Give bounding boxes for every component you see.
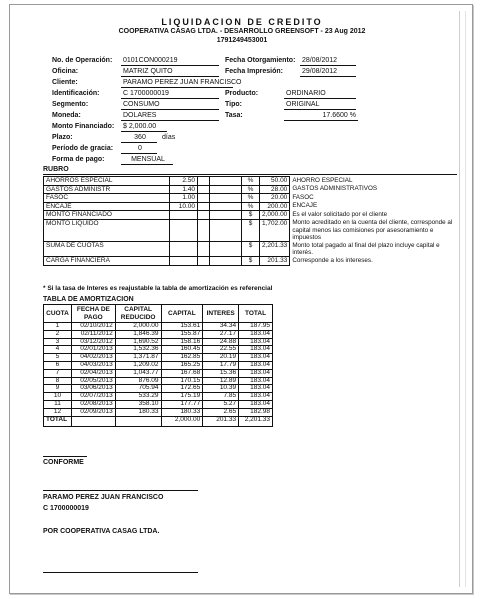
rubro-name: CARGA FINANCIERA (44, 257, 170, 266)
rubro-pct: 10.00 (170, 202, 198, 211)
amort-cell: 1 (44, 323, 72, 331)
rubro-name: ENCAJE (44, 202, 170, 211)
rubro-spacer (210, 194, 242, 203)
rubro-note: * Si la tasa de Interes es reajustable la tabla de amortización es referencial (43, 285, 273, 292)
periodo-gracia-value: 0 (121, 145, 157, 154)
rubro-desc: Corresponde a los intereses. (292, 256, 373, 264)
amort-cell: 02/11/2012 (71, 330, 115, 338)
rubro-name: SUMA DE CUOTAS (44, 242, 170, 257)
identificacion-label: Identificación: (52, 90, 100, 97)
document-title: LIQUIDACION DE CREDITO (161, 17, 323, 27)
rubro-row (44, 177, 457, 186)
amort-cell: 02/04/2013 (71, 369, 115, 377)
producto-value: ORDINARIO (284, 90, 356, 99)
amort-cell: 183.04 (239, 354, 273, 362)
rubro-spacer (210, 211, 242, 220)
client-signature-line (43, 490, 198, 491)
fecha-impresion-value: 29/08/2012 (300, 68, 356, 77)
amort-cell: 183.04 (239, 330, 273, 338)
rubro-desc: ENCAJE (292, 202, 318, 209)
rubro-spacer (210, 185, 242, 194)
moneda-value: DOLARES (121, 112, 219, 121)
rubro-amount: 2,201.33 (260, 242, 290, 257)
rubro-spacer (210, 242, 242, 257)
amort-cell: 187.95 (239, 323, 273, 331)
amort-cell: 6 (44, 361, 72, 369)
amort-total-row (44, 416, 273, 426)
segmento-value: CONSUMO (121, 101, 219, 110)
rubro-amount: 50.00 (260, 177, 290, 186)
producto-label: Producto: (225, 90, 259, 97)
rubro-sign: $ (242, 242, 260, 257)
amort-cell: 158.16 (161, 338, 203, 346)
amort-total-capital: 2,000.00 (161, 416, 203, 426)
plazo-label: Plazo: (52, 134, 73, 141)
rubro-pct: 1.00 (170, 194, 198, 203)
tipo-label: Tipo: (225, 101, 242, 108)
amort-cell: 182.98 (239, 408, 273, 416)
rubro-spacer (210, 219, 242, 242)
amort-cell: 5.27 (203, 400, 239, 408)
amort-total-interes: 201.33 (203, 416, 239, 426)
forma-pago-label: Forma de pago: (52, 156, 105, 163)
amort-cell: 02/08/2013 (71, 400, 115, 408)
forma-pago-value: MENSUAL (121, 156, 173, 165)
amort-cell: 183.04 (239, 346, 273, 354)
rubro-name: MONTO LIQUIDO (44, 219, 170, 242)
amort-cell: 3 (44, 338, 72, 346)
amort-cell: 04/03/2013 (71, 361, 115, 369)
amort-header-cell: CAPITAL REDUCIDO (115, 305, 161, 323)
amort-cell: 2,000.00 (115, 323, 161, 331)
rubro-pct (170, 242, 198, 257)
segmento-label: Segmento: (52, 101, 89, 108)
amort-cell: 04/02/2013 (71, 354, 115, 362)
rubro-row (44, 242, 457, 257)
amort-cell: 15.36 (203, 369, 239, 377)
amort-cell: 7 (44, 369, 72, 377)
amort-cell: 183.04 (239, 361, 273, 369)
rubro-row (44, 211, 457, 220)
rubro-sign: $ (242, 211, 260, 220)
oficina-value: MATRIZ QUITO (121, 68, 219, 77)
rubro-sign: $ (242, 257, 260, 266)
amort-cell: 160.45 (161, 346, 203, 354)
amort-cell: 1,371.87 (115, 354, 161, 362)
coop-signature-line (43, 572, 198, 573)
rubro-spacer (210, 257, 242, 266)
periodo-gracia-label: Período de gracia: (52, 145, 114, 152)
amort-cell: 876.09 (115, 377, 161, 385)
oficina-label: Oficina: (52, 68, 79, 75)
amort-cell: 17.79 (203, 361, 239, 369)
amort-cell: 22.55 (203, 346, 239, 354)
moneda-label: Moneda: (52, 112, 81, 119)
amort-cell: 02/10/2012 (71, 323, 115, 331)
coop-signature-label: POR COOPERATIVA CASAG LTDA. (43, 528, 160, 535)
amort-row (44, 408, 273, 416)
no-operacion-value: 0101CON000219 (121, 57, 219, 66)
amort-cell: 12.89 (203, 377, 239, 385)
amort-cell: 705.94 (115, 385, 161, 393)
amort-cell: 2 (44, 330, 72, 338)
amort-cell: 172.65 (161, 385, 203, 393)
client-signature-id: C 1700000019 (43, 505, 89, 512)
rubro-amount: 201.33 (260, 257, 290, 266)
tasa-value: 17.6600 % (284, 112, 358, 121)
rubro-sign: % (242, 177, 260, 186)
amort-header-cell: INTERES (203, 305, 239, 323)
amort-cell: 153.61 (161, 323, 203, 331)
amort-cell: 183.04 (239, 377, 273, 385)
rubro-amount: 20.00 (260, 194, 290, 203)
amort-header-cell: CUOTA (44, 305, 72, 323)
rubro-name: AHORROS ESPECIAL (44, 177, 170, 186)
fecha-impresion-label: Fecha Impresión: (225, 68, 283, 75)
amort-cell: 183.04 (239, 338, 273, 346)
rubro-sign: % (242, 202, 260, 211)
rubro-pct (170, 257, 198, 266)
amort-cell: 02/01/2013 (71, 346, 115, 354)
rubro-spacer (198, 202, 210, 211)
amort-total-total: 2,201.33 (239, 416, 273, 426)
amort-cell: 12 (44, 408, 72, 416)
rubro-name: FASOC (44, 194, 170, 203)
conforme-label: CONFORME (43, 459, 84, 466)
amort-cell: 02/07/2013 (71, 393, 115, 401)
amort-title: TABLA DE AMORTIZACION (43, 296, 134, 303)
rubro-row (44, 219, 457, 242)
rubro-sign: $ (242, 219, 260, 242)
amort-cell: 180.33 (115, 408, 161, 416)
amort-header-cell: CAPITAL (161, 305, 203, 323)
rubro-spacer (198, 242, 210, 257)
rubro-desc: GASTOS ADMINISTRATIVOS (292, 185, 378, 192)
rubro-name: GASTOS ADMINISTR (44, 185, 170, 194)
monto-financiado-value: $ 2,000.00 (121, 123, 167, 132)
rubro-name: MONTO FINANCIADO (44, 211, 170, 220)
amort-cell: 155.87 (161, 330, 203, 338)
amort-total-label: TOTAL (44, 416, 72, 426)
amort-cell: 358.10 (115, 400, 161, 408)
amort-cell: 1,043.77 (115, 369, 161, 377)
rubro-pct (170, 211, 198, 220)
rubro-spacer (198, 194, 210, 203)
rubro-spacer (198, 257, 210, 266)
cliente-label: Cliente: (52, 79, 78, 86)
rubro-spacer (198, 185, 210, 194)
amort-cell: 8 (44, 377, 72, 385)
amort-cell: 162.85 (161, 354, 203, 362)
amort-cell: 175.19 (161, 393, 203, 401)
amort-cell: 24.88 (203, 338, 239, 346)
amort-cell: 183.04 (239, 400, 273, 408)
rubro-desc: Es el valor solicitado por el cliente (292, 210, 388, 218)
rubro-desc: Monto acreditado en la cuenta del cliente, corresponde al capital menos las comisiones por asesoramiento e impuestos (292, 219, 453, 241)
amort-cell: 183.04 (239, 369, 273, 377)
amort-cell: 10 (44, 393, 72, 401)
tipo-value: ORIGINAL (284, 101, 356, 110)
rubro-spacer (210, 202, 242, 211)
fecha-otorgamiento-label: Fecha Otorgamiento: (225, 57, 296, 64)
rubro-pct (170, 219, 198, 242)
tasa-label: Tasa: (225, 112, 243, 119)
amort-row (44, 369, 273, 377)
amort-header-cell: TOTAL (239, 305, 273, 323)
amort-cell: 1,690.52 (115, 338, 161, 346)
identificacion-value: C 1700000019 (121, 90, 219, 99)
amort-cell: 03/06/2013 (71, 385, 115, 393)
amort-cell: 1,532.36 (115, 346, 161, 354)
rubro-row (44, 202, 457, 211)
amort-cell: 177.77 (161, 400, 203, 408)
amort-cell: 11 (44, 400, 72, 408)
rubro-row (44, 194, 457, 203)
amort-cell: 165.25 (161, 361, 203, 369)
amort-cell (115, 416, 161, 426)
amort-cell: 183.04 (239, 393, 273, 401)
rubro-divider (43, 174, 457, 175)
rubro-amount: 200.00 (260, 202, 290, 211)
document-ruc: 1791249453001 (216, 37, 268, 44)
plazo-unit: días (162, 134, 176, 141)
amort-cell: 170.15 (161, 377, 203, 385)
rubro-spacer (210, 177, 242, 186)
amort-table (43, 304, 273, 427)
amort-cell: 7.85 (203, 393, 239, 401)
document-subtitle: COOPERATIVA CASAG LTDA. - DESARROLLO GREENSOFT - 23 Aug 2012 (118, 28, 366, 35)
amort-cell: 20.19 (203, 354, 239, 362)
rubro-sign: % (242, 194, 260, 203)
amort-cell: 27.17 (203, 330, 239, 338)
no-operacion-label: No. de Operación: (52, 57, 113, 64)
amort-cell: 533.29 (115, 393, 161, 401)
rubro-amount: 1,702.00 (260, 219, 290, 242)
conforme-line (43, 456, 87, 457)
cliente-value: PARAMO PEREZ JUAN FRANCISCO (123, 79, 242, 86)
amort-cell: 1,846.39 (115, 330, 161, 338)
rubro-pct: 2.50 (170, 177, 198, 186)
monto-financiado-label: Monto Financiado: (52, 123, 115, 130)
rubro-pct: 1.40 (170, 185, 198, 194)
amort-cell: 9 (44, 385, 72, 393)
amort-cell: 2.65 (203, 408, 239, 416)
fecha-otorgamiento-value: 28/08/2012 (300, 57, 356, 66)
amort-cell: 180.33 (161, 408, 203, 416)
rubro-table (43, 176, 457, 266)
amort-cell (71, 416, 115, 426)
rubro-row (44, 257, 457, 266)
rubro-spacer (198, 177, 210, 186)
amort-cell: 5 (44, 354, 72, 362)
rubro-desc: Monto total pagado al final del plazo incluye capital e interés. (292, 241, 440, 256)
rubro-spacer (198, 219, 210, 242)
amort-header-cell: FECHA DE PAGO (71, 305, 115, 323)
rubro-sign: % (242, 185, 260, 194)
rubro-spacer (198, 211, 210, 220)
rubro-desc: AHORRO ESPECIAL (292, 176, 353, 184)
amort-cell: 167.68 (161, 369, 203, 377)
amort-cell: 183.04 (239, 385, 273, 393)
amort-cell: 4 (44, 346, 72, 354)
amort-cell: 34.34 (203, 323, 239, 331)
plazo-value: 360 (121, 134, 157, 143)
amort-cell: 10.39 (203, 385, 239, 393)
rubro-desc: FASOC (292, 193, 314, 201)
rubro-title: RUBRO (43, 166, 69, 173)
amort-cell: 02/05/2013 (71, 377, 115, 385)
amort-cell: 1,209.02 (115, 361, 161, 369)
rubro-row (44, 185, 457, 194)
amort-cell: 02/09/2013 (71, 408, 115, 416)
rubro-amount: 2,000.00 (260, 211, 290, 220)
rubro-amount: 28.00 (260, 185, 290, 194)
amort-cell: 03/12/2012 (71, 338, 115, 346)
client-signature-name: PARAMO PEREZ JUAN FRANCISCO (43, 494, 164, 501)
amort-row (44, 330, 273, 338)
